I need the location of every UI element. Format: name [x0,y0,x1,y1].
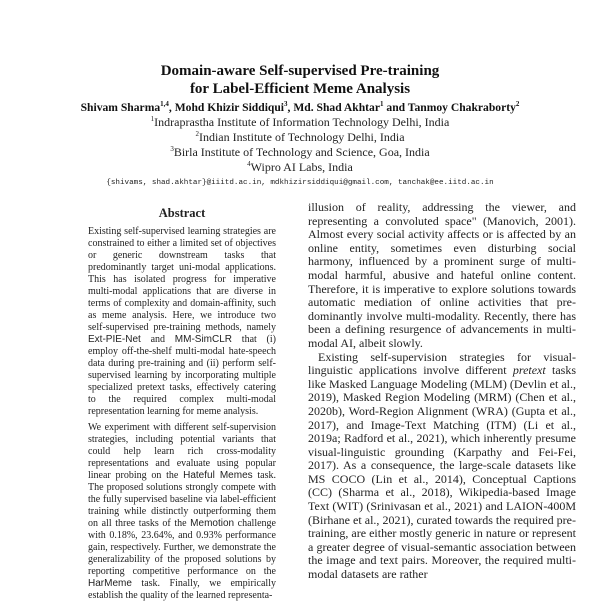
author-name: Mohd Khizir Siddiqui [174,100,285,114]
affiliation-marker: 1 [150,115,155,123]
abstract-heading: Abstract [158,206,206,220]
body-paragraph-2 [308,351,576,582]
affiliation-marker: 2 [195,130,199,138]
method-name: Ext-PIE-Net [88,334,141,345]
affiliation-marker: 4 [247,160,251,168]
introduction-body [308,201,576,582]
author-list [0,100,600,114]
dataset-name: Hateful Memes [183,470,253,481]
author-name: Md. Shad Akhtar [293,100,380,114]
author-emails: {shivams, shad.akhtar}@iiitd.ac.in, mdkhizirsiddiqui@gmail.com, tanchak@ee.iitd.ac.in [106,179,494,187]
author-separator: , [287,100,294,114]
body-paragraph-1: illusion of reality, addressing the viewer, and representing a convoluted space" (Manovich, 2001). Almost every social activity affects or is affected by an online entity, sometimes even disturbing social harmony, influenced by a prominent surge of multi-modal harmful, abusive and hateful online content. Therefore, it is imperative to explore solutions towards automatic mediation of online activities that pre-dominantly involve multi-modality. Recently, there has been a defining resurgence of advancements in multi-modal AI, albeit slowly. [308,200,576,350]
dataset-name: Memotion [190,518,235,529]
text: tasks like Masked Language Modeling (MLM) (Devlin et al., 2019), Masked Region Modeling (MRM) (Chen et al., 2020b), Word-Region Alignment (WRA) (Gupta et al., 2017), and Image-Text Matching (ITM) (Li et al., 2019a; Radford et al., 2021), which inherently presume visual-linguistic grounding (Karpathy and Fei-Fei, 2017). As a consequence, the large-scale datasets like MS COCO (Lin et al., 2014), Conceptual Captions (CC) (Sharma et al., 2018), Wikipedia-based Image Text (WIT) (Srinivasan et al., 2021) and LAION-400M (Birhane et al., 2021), curated towards the required pre-training, are either mostly generic in nature or represent a greater degree of visual-semantic association between the image and text pairs. Moreover, the required multi-modal datasets are rather [308,363,576,582]
author-name: Tanmoy Chakraborty [407,100,516,114]
affiliation-text: Birla Institute of Technology and Science, Goa, India [173,145,430,159]
affiliation-text: Indian Institute of Technology Delhi, India [198,130,405,144]
abstract-body [88,226,276,602]
text: Existing self-supervision strategies for visual-linguistic applications involve different [308,349,576,378]
text: We experiment with different self-supervision strategies, including potential variants that could help learn rich cross-modality representations and evaluate using popular linear probing on the [88,422,276,481]
author-separator: and [383,100,408,114]
author-affil-marker: 2 [515,100,520,108]
text: and [140,334,175,345]
text: task. Finally, we empirically establish the quality of the learned representa- [88,578,276,601]
method-name: MM-SimCLR [174,334,233,345]
author-affil-marker: 1,4 [160,100,169,108]
author-name: Shivam Sharma [80,100,161,114]
affiliation [0,130,600,145]
text: challenge with 0.18%, 23.64%, and 0.93% performance gain, respectively. Further, we demonstrate the generalizability of the proposed solutions by reporting competitive performance on the [88,518,276,577]
paper-title-line-2: for Label-Efficient Meme Analysis [189,81,411,97]
abstract-paragraph-2 [88,422,276,602]
emphasis: pretext [512,363,546,378]
text: that (i) employ off-the-shelf multi-modal hate-speech data during pre-training and (ii) perform self-supervised learning by incorporating multiple specialized pretext tasks, effectively catering to the required complex multi-modal representation learning for meme analysis. [88,334,276,417]
affiliation-text: Wipro AI Labs, India [250,160,353,174]
author-affil-marker: 3 [284,100,288,108]
text: task. The proposed solutions strongly compete with the fully supervised baseline via label-efficient training while distinctly outperforming them on all three tasks of the [88,470,277,529]
paper-title-line-1: Domain-aware Self-supervised Pre-training [160,63,440,79]
author-affil-marker: 1 [380,100,384,108]
affiliation [0,145,600,160]
dataset-name: HarMeme [88,578,132,589]
affiliation-marker: 3 [170,145,174,153]
affiliation [0,160,600,175]
text: Existing self-supervised learning strategies are constrained to either a limited set of objectives or generic downstream tasks that predominantly target uni-modal applications. This has isolated progress for imperative multi-modal applications that are diverse in terms of complexity and domain-affinity, such as meme analysis. Here, we introduce two self-supervised pre-training methods, namely [88,226,276,333]
abstract-paragraph-1 [88,226,276,418]
author-separator: , [168,100,175,114]
affiliation [0,115,600,130]
affiliation-text: Indraprastha Institute of Information Technology Delhi, India [154,115,450,129]
